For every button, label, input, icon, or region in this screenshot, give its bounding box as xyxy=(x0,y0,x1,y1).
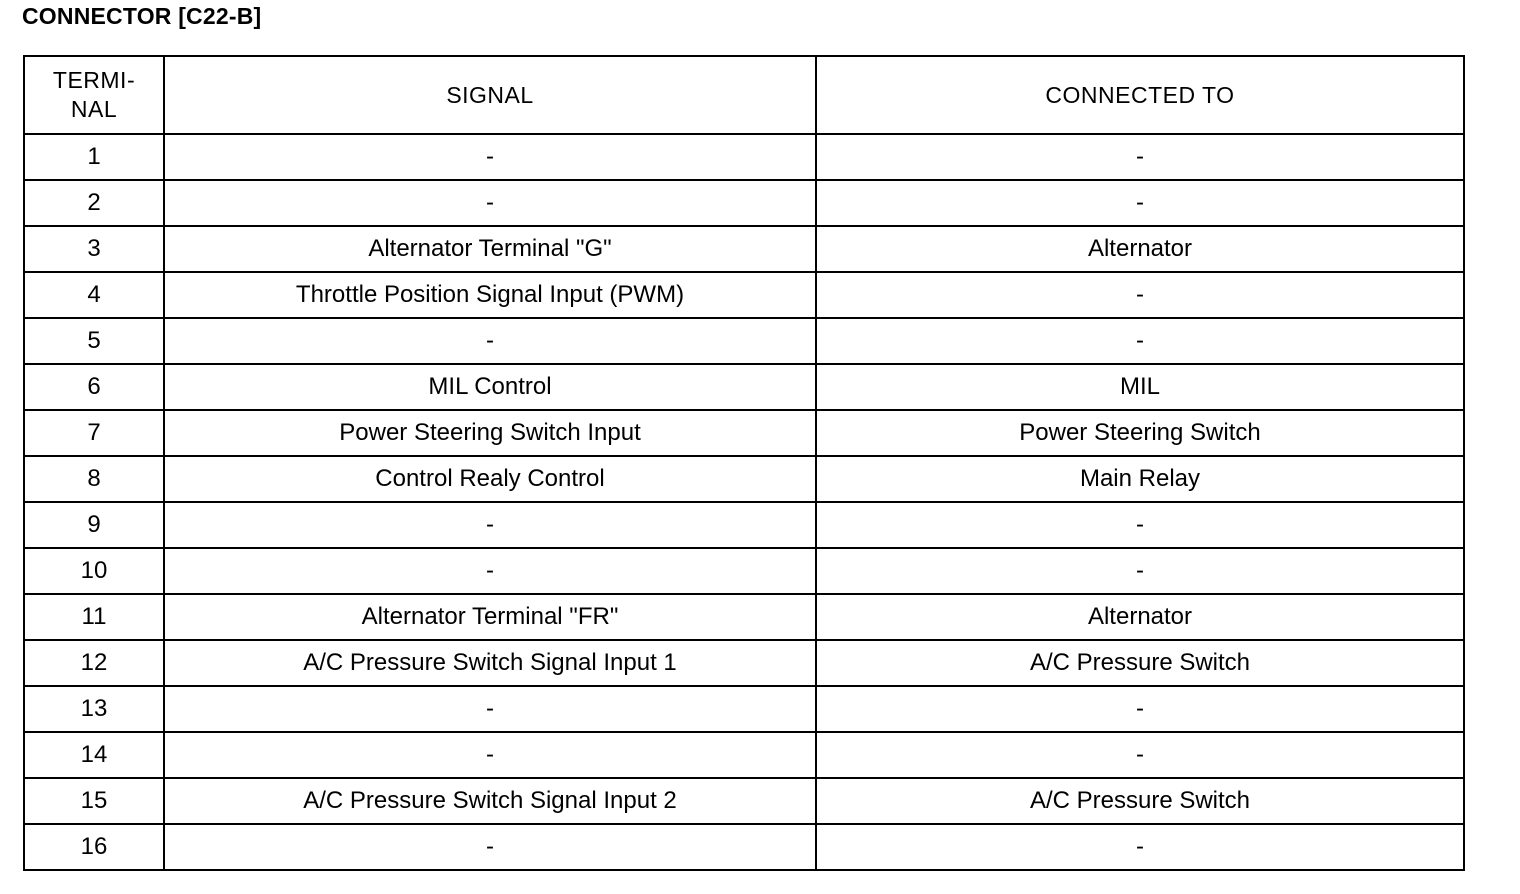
signal-cell: Power Steering Switch Input xyxy=(164,410,816,456)
terminal-cell: 5 xyxy=(24,318,164,364)
terminal-cell: 9 xyxy=(24,502,164,548)
terminal-cell: 7 xyxy=(24,410,164,456)
connected-to-cell: Power Steering Switch xyxy=(816,410,1464,456)
table-row xyxy=(24,134,1464,180)
signal-cell: - xyxy=(164,686,816,732)
terminal-cell: 2 xyxy=(24,180,164,226)
connected-to-cell: MIL xyxy=(816,364,1464,410)
signal-cell: - xyxy=(164,318,816,364)
signal-cell: A/C Pressure Switch Signal Input 2 xyxy=(164,778,816,824)
connected-to-cell: - xyxy=(816,180,1464,226)
signal-cell: MIL Control xyxy=(164,364,816,410)
table-row xyxy=(24,502,1464,548)
header-signal: SIGNAL xyxy=(164,56,816,134)
terminal-cell: 13 xyxy=(24,686,164,732)
table-row xyxy=(24,732,1464,778)
header-terminal xyxy=(24,56,164,134)
table-row xyxy=(24,824,1464,870)
connected-to-cell: A/C Pressure Switch xyxy=(816,778,1464,824)
table-row xyxy=(24,778,1464,824)
connected-to-cell: - xyxy=(816,732,1464,778)
signal-cell: - xyxy=(164,502,816,548)
connected-to-cell: Alternator xyxy=(816,594,1464,640)
terminal-cell: 4 xyxy=(24,272,164,318)
connected-to-cell: Main Relay xyxy=(816,456,1464,502)
table-row xyxy=(24,364,1464,410)
connected-to-cell: - xyxy=(816,686,1464,732)
table-body xyxy=(24,134,1464,870)
connector-pin-table xyxy=(23,55,1465,871)
connected-to-cell: A/C Pressure Switch xyxy=(816,640,1464,686)
table-row xyxy=(24,318,1464,364)
connected-to-cell: Alternator xyxy=(816,226,1464,272)
terminal-cell: 15 xyxy=(24,778,164,824)
table-row xyxy=(24,180,1464,226)
table-row xyxy=(24,686,1464,732)
signal-cell: Alternator Terminal "G" xyxy=(164,226,816,272)
header-terminal-line1: TERMI- xyxy=(52,67,136,93)
signal-cell: - xyxy=(164,134,816,180)
terminal-cell: 14 xyxy=(24,732,164,778)
terminal-cell: 8 xyxy=(24,456,164,502)
terminal-cell: 11 xyxy=(24,594,164,640)
terminal-cell: 12 xyxy=(24,640,164,686)
table-row xyxy=(24,456,1464,502)
connected-to-cell: - xyxy=(816,502,1464,548)
terminal-cell: 1 xyxy=(24,134,164,180)
terminal-cell: 16 xyxy=(24,824,164,870)
connected-to-cell: - xyxy=(816,318,1464,364)
table-row xyxy=(24,226,1464,272)
terminal-cell: 6 xyxy=(24,364,164,410)
table-row xyxy=(24,410,1464,456)
document-title: CONNECTOR [C22-B] xyxy=(22,3,262,29)
signal-cell: A/C Pressure Switch Signal Input 1 xyxy=(164,640,816,686)
signal-cell: - xyxy=(164,824,816,870)
table-header-row xyxy=(24,56,1464,134)
signal-cell: Alternator Terminal "FR" xyxy=(164,594,816,640)
signal-cell: - xyxy=(164,548,816,594)
table-row xyxy=(24,272,1464,318)
table-row xyxy=(24,640,1464,686)
connected-to-cell: - xyxy=(816,548,1464,594)
header-terminal-line2: NAL xyxy=(70,96,118,122)
connected-to-cell: - xyxy=(816,134,1464,180)
table-row xyxy=(24,548,1464,594)
signal-cell: Control Realy Control xyxy=(164,456,816,502)
signal-cell: - xyxy=(164,732,816,778)
table-row xyxy=(24,594,1464,640)
terminal-cell: 10 xyxy=(24,548,164,594)
signal-cell: Throttle Position Signal Input (PWM) xyxy=(164,272,816,318)
connected-to-cell: - xyxy=(816,272,1464,318)
signal-cell: - xyxy=(164,180,816,226)
terminal-cell: 3 xyxy=(24,226,164,272)
connected-to-cell: - xyxy=(816,824,1464,870)
header-connected-to: CONNECTED TO xyxy=(816,56,1464,134)
